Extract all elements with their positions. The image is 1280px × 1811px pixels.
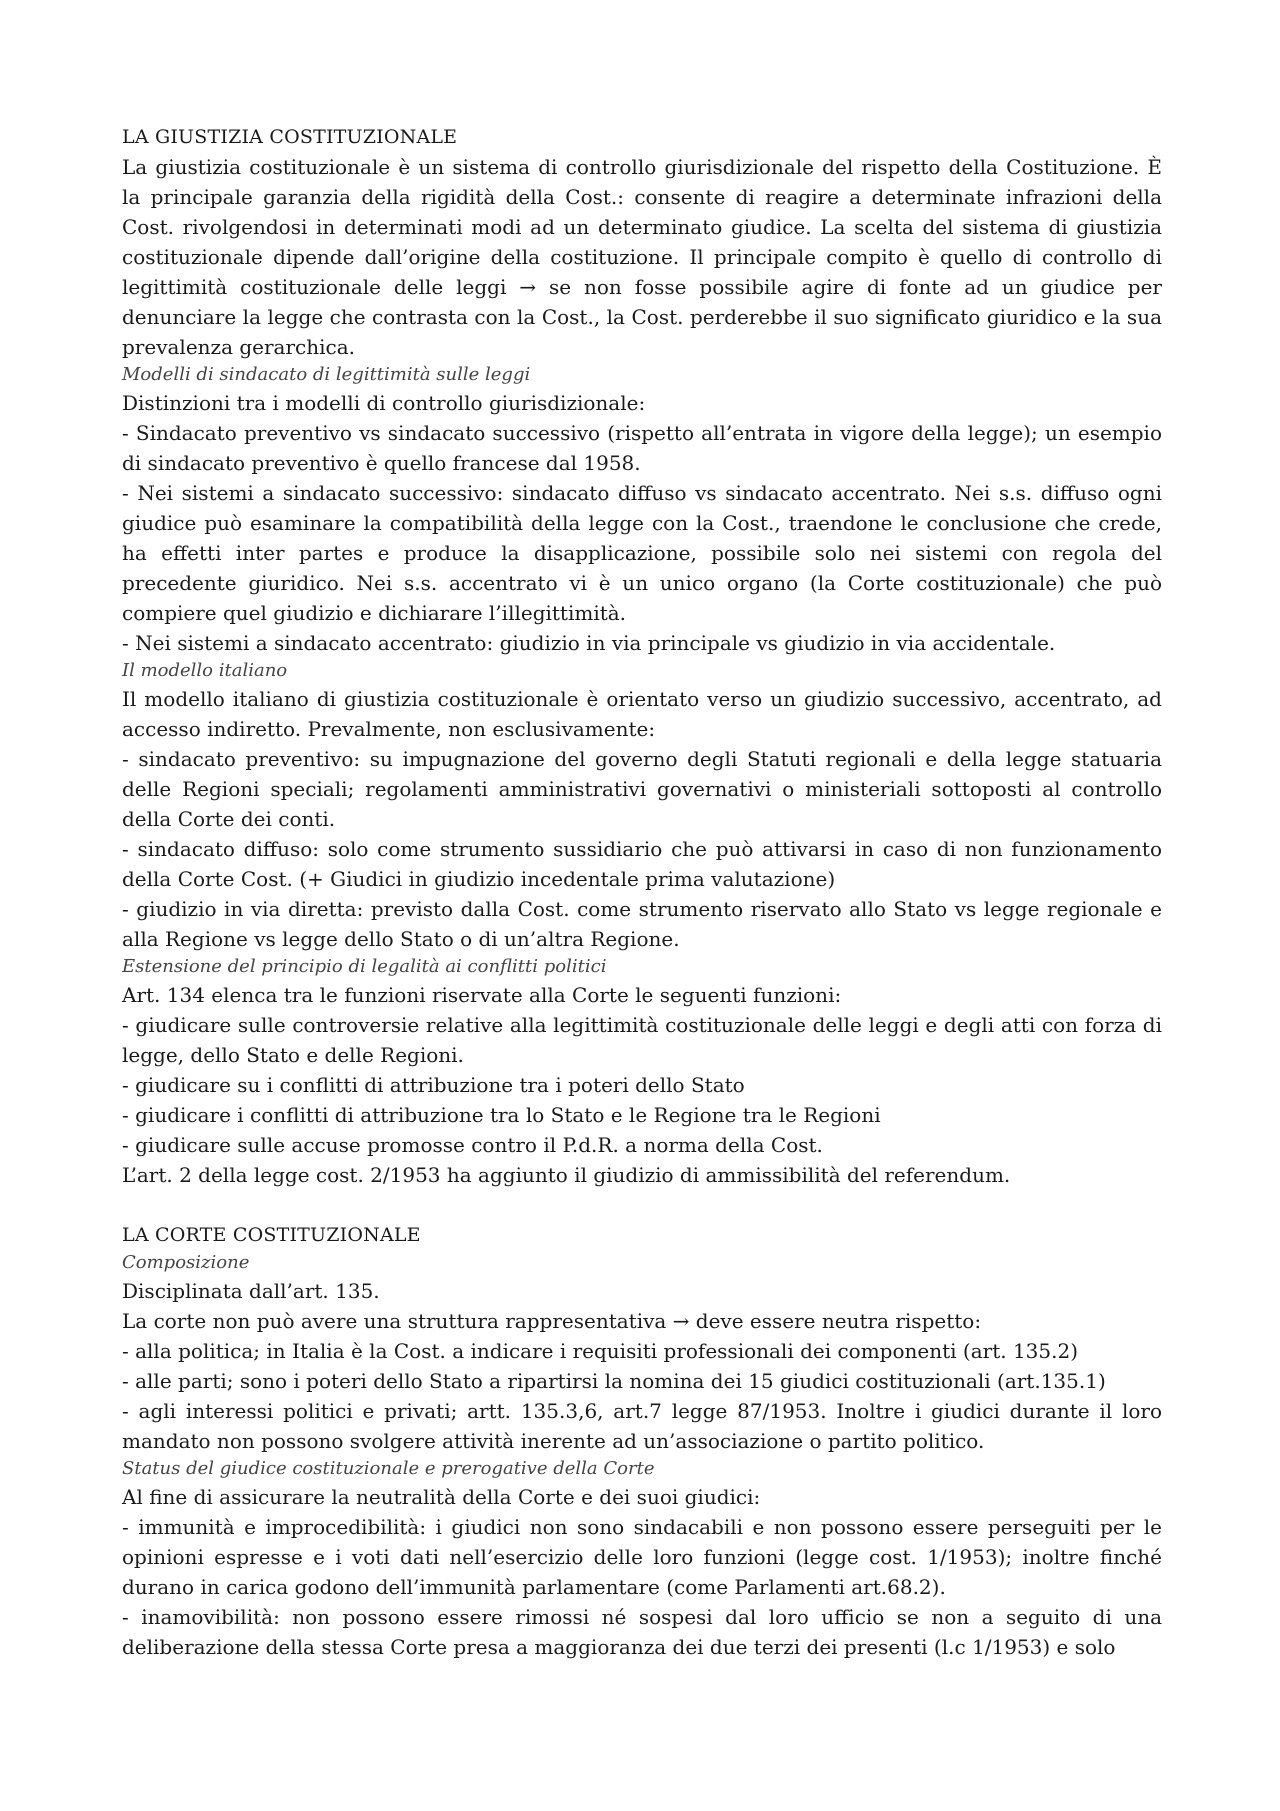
section-title: LA CORTE COSTITUZIONALE: [122, 1224, 421, 1246]
list-item: - Nei sistemi a sindacato accentrato: giudizio in via principale vs giudizio in via accidentale.: [122, 631, 1056, 655]
subheading: Composizione: [122, 1252, 250, 1273]
paragraph: Al fine di assicurare la neutralità della Corte e dei suoi giudici:: [122, 1485, 761, 1509]
list-item: - giudicare i conflitti di attribuzione tra lo Stato e le Regione tra le Regioni: [122, 1103, 881, 1127]
list-item: - alla politica; in Italia è la Cost. a indicare i requisiti professionali dei componenti (art. 135.2): [122, 1339, 1079, 1363]
paragraph: La corte non può avere una struttura rappresentativa → deve essere neutra rispetto:: [122, 1309, 982, 1333]
list-item: - giudizio in via diretta: previsto dalla Cost. come strumento riservato allo Stato vs legge regionale e alla Regione vs legge dello Stato o di un’altra Regione.: [122, 897, 1162, 951]
subheading: Estensione del principio di legalità ai conflitti politici: [122, 956, 607, 977]
spacer: [122, 1190, 1162, 1220]
paragraph: L’art. 2 della legge cost. 2/1953 ha aggiunto il giudizio di ammissibilità del referendum.: [122, 1163, 1011, 1187]
list-item: - giudicare sulle accuse promosse contro il P.d.R. a norma della Cost.: [122, 1133, 823, 1157]
list-item: - immunità e improcedibilità: i giudici non sono sindacabili e non possono essere perseguiti per le opinioni espresse e i voti dati nell’esercizio delle loro funzioni (legge cost. 1/1953); inoltre finché durano in carica godono dell’immunità parlamentare (come Parlamenti art.68.2).: [122, 1515, 1162, 1599]
intro-paragraph: La giustizia costituzionale è un sistema di controllo giurisdizionale del rispetto della Costituzione. È la principale garanzia della rigidità della Cost.: consente di reagire a determinate infrazioni della Cost. rivolgendosi in determinati modi ad un determinato giudice. La scelta del sistema di giustizia costituzionale dipende dall’origine della costituzione. Il principale compito è quello di controllo di legittimità costituzionale delle leggi → se non fosse possibile agire di fonte ad un giudice per denunciare la legge che contrasta con la Cost., la Cost. perderebbe il suo significato giuridico e la sua prevalenza gerarchica.: [122, 155, 1162, 359]
list-item: - Nei sistemi a sindacato successivo: sindacato diffuso vs sindacato accentrato. Nei s.s. diffuso ogni giudice può esaminare la compatibilità della legge con la Cost., traendone le conclusione che crede, ha effetti inter partes e produce la disapplicazione, possibile solo nei sistemi con regola del precedente giuridico. Nei s.s. accentrato vi è un unico organo (la Corte costituzionale) che può compiere quel giudizio e dichiarare l’illegittimità.: [122, 481, 1162, 625]
list-item: - agli interessi politici e privati; artt. 135.3,6, art.7 legge 87/1953. Inoltre i giudici durante il loro mandato non possono svolgere attività inerente ad un’associazione o partito politico.: [122, 1399, 1162, 1453]
paragraph: Art. 134 elenca tra le funzioni riservate alla Corte le seguenti funzioni:: [122, 983, 842, 1007]
list-item: - giudicare su i conflitti di attribuzione tra i poteri dello Stato: [122, 1073, 745, 1097]
subheading: Modelli di sindacato di legittimità sulle leggi: [122, 364, 531, 385]
paragraph: Distinzioni tra i modelli di controllo giurisdizionale:: [122, 391, 646, 415]
subheading: Status del giudice costituzionale e prerogative della Corte: [122, 1458, 655, 1479]
list-item: - Sindacato preventivo vs sindacato successivo (rispetto all’entrata in vigore della legge); un esempio di sindacato preventivo è quello francese dal 1958.: [122, 421, 1162, 475]
list-item: - sindacato diffuso: solo come strumento sussidiario che può attivarsi in caso di non funzionamento della Corte Cost. (+ Giudici in giudizio incedentale prima valutazione): [122, 837, 1162, 891]
section-title: LA GIUSTIZIA COSTITUZIONALE: [122, 126, 458, 148]
document-page: [122, 122, 1162, 1662]
list-item: - inamovibilità: non possono essere rimossi né sospesi dal loro ufficio se non a seguito di una deliberazione della stessa Corte presa a maggioranza dei due terzi dei presenti (l.c 1/1953) e solo: [122, 1605, 1162, 1659]
list-item: - alle parti; sono i poteri dello Stato a ripartirsi la nomina dei 15 giudici costituzionali (art.135.1): [122, 1369, 1106, 1393]
list-item: - giudicare sulle controversie relative alla legittimità costituzionale delle leggi e degli atti con forza di legge, dello Stato e delle Regioni.: [122, 1013, 1162, 1067]
paragraph: Il modello italiano di giustizia costituzionale è orientato verso un giudizio successivo, accentrato, ad accesso indiretto. Prevalmente, non esclusivamente:: [122, 687, 1162, 741]
list-item: - sindacato preventivo: su impugnazione del governo degli Statuti regionali e della legge statuaria delle Regioni speciali; regolamenti amministrativi governativi o ministeriali sottoposti al controllo della Corte dei conti.: [122, 747, 1162, 831]
subheading: Il modello italiano: [122, 660, 288, 681]
paragraph: Disciplinata dall’art. 135.: [122, 1279, 380, 1303]
